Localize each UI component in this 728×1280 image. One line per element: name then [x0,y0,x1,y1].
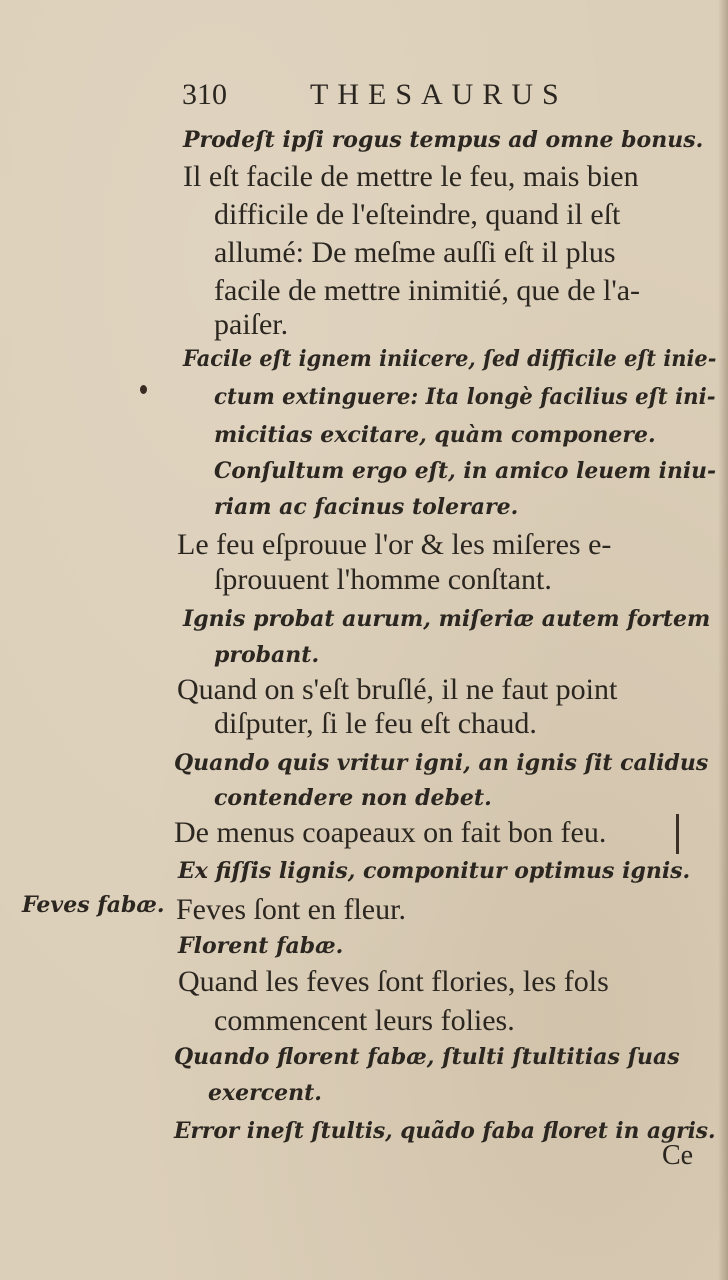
text-line-latin: Quando florent fabæ, ſtulti ſtultitias ſuas [174,1044,680,1070]
page-number: 310 [182,78,227,111]
catchword: Ce [662,1140,694,1171]
text-line-french: allumé: De meſme auſſi eſt il plus [214,236,616,269]
text-line-french: Quand les feves ſont flories, les fols [178,965,609,998]
text-line-latin: ctum extinguere: Ita longè facilius eſt ini- [214,384,716,410]
text-line-latin: Prodeſt ipſi rogus tempus ad omne bonus. [183,127,704,153]
text-line-french: Il eſt facile de mettre le feu, mais bien [183,160,639,193]
bracket-mark [676,814,679,854]
text-line-french: facile de mettre inimitié, que de l'a- [214,274,641,307]
text-line-latin: probant. [214,642,320,668]
text-line-french: paiſer. [214,308,289,341]
text-line-latin: Ignis probat aurum, miſeriæ autem fortem [183,606,711,632]
text-line-latin: Quando quis vritur igni, an ignis ſit calidus [174,750,709,776]
text-line-french: Le feu eſprouue l'or & les miſeres e- [177,528,612,561]
text-line-latin: contendere non debet. [214,785,492,811]
text-line-latin: micitias excitare, quàm componere. [214,422,656,448]
page-edge-shadow [718,0,728,1280]
text-line-french: Quand on s'eſt bruſlé, il ne faut point [177,673,618,706]
text-line-latin: exercent. [208,1080,322,1106]
text-line-french: De menus coapeaux on fait bon feu. [174,816,607,849]
text-line-french: ſprouuent l'homme conſtant. [214,563,552,596]
text-line-french: Feves ſont en fleur. [176,893,406,926]
text-line-french: diſputer, ſi le feu eſt chaud. [214,707,537,740]
text-line-latin: Florent fabæ. [178,933,344,959]
margin-note: Feves fabæ. [22,892,165,918]
text-line-latin: Error ineſt ſtultis, quãdo faba floret in agris. [174,1118,716,1144]
text-line-latin: Ex fiſſis lignis, componitur optimus ignis. [178,858,691,884]
text-line-latin: riam ac facinus tolerare. [214,494,519,520]
text-line-french: commencent leurs folies. [214,1004,515,1037]
text-line-french: difficile de l'eſteindre, quand il eſt [214,198,621,231]
running-title: THESAURUS [310,78,568,111]
page-header [182,72,622,120]
text-line-latin: Conſultum ergo eſt, in amico leuem iniu- [214,458,717,484]
text-line-latin: Facile eſt ignem iniicere, ſed difficile eſt inie- [183,346,717,372]
ink-blot [140,385,147,394]
